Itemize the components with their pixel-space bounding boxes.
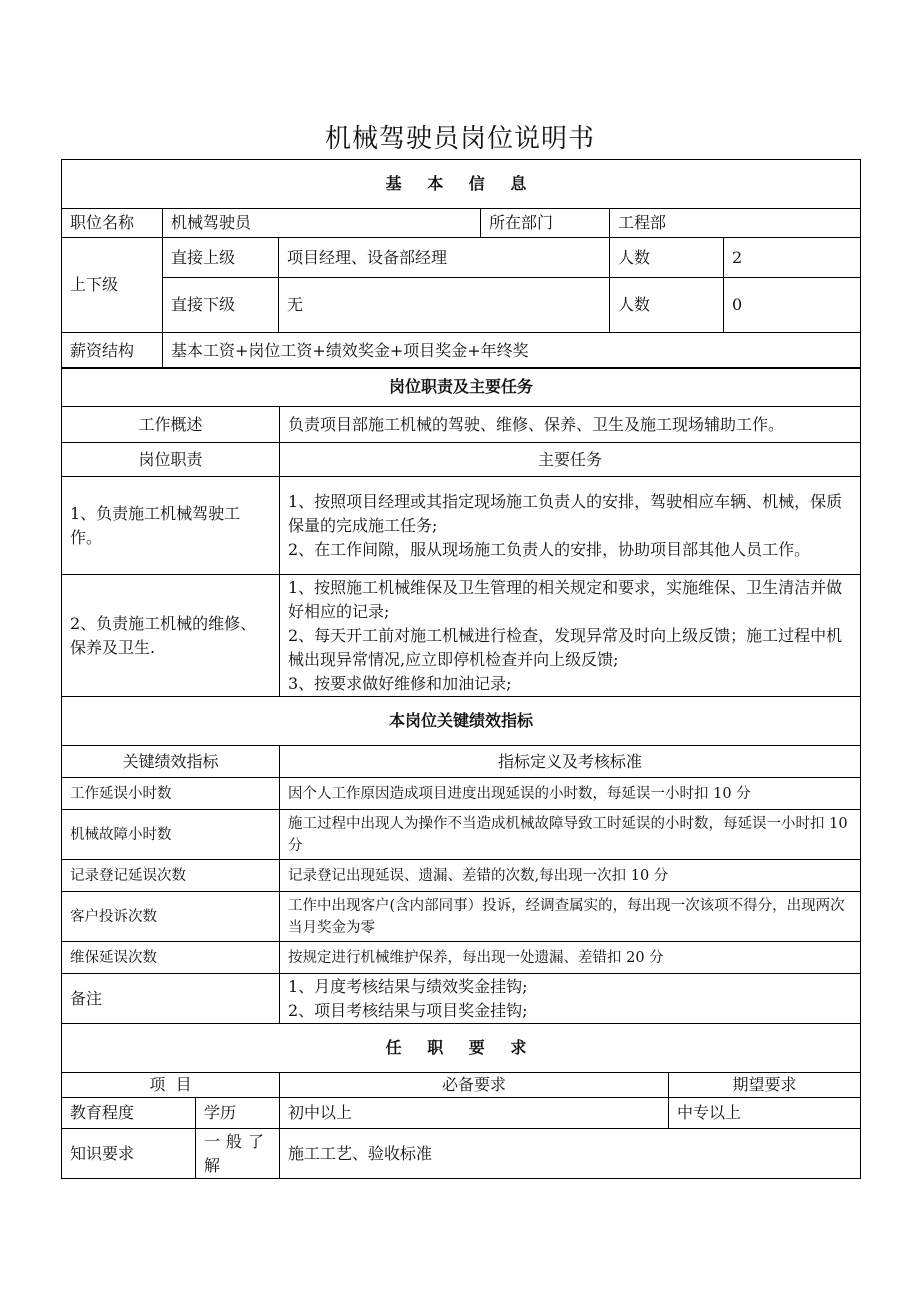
section-heading-requirements: 任 职 要 求 bbox=[62, 1024, 861, 1073]
section-heading-kpi: 本岗位关键绩效指标 bbox=[62, 697, 861, 746]
task-item: 2、在工作间隙，服从现场施工负责人的安排，协助项目部其他人员工作。 bbox=[288, 539, 811, 559]
position-value: 机械驾驶员 bbox=[163, 209, 481, 238]
overview-label: 工作概述 bbox=[62, 407, 280, 443]
task-item: 1、按照施工机械维保及卫生管理的相关规定和要求，实施维保、卫生清洁并做好相应的记录; bbox=[288, 577, 843, 621]
duty-item: 1、负责施工机械驾驶工作。 bbox=[62, 477, 280, 575]
kpi-definition: 按规定进行机械维护保养，每出现一处遗漏、差错扣 20 分 bbox=[280, 942, 861, 974]
overview-value: 负责项目部施工机械的驾驶、维修、保养、卫生及施工现场辅助工作。 bbox=[280, 407, 861, 443]
remark-item: 1、月度考核结果与绩效奖金挂钩; bbox=[288, 976, 528, 996]
subordinate-count-label: 人数 bbox=[610, 278, 724, 333]
education-expected: 中专以上 bbox=[669, 1098, 861, 1129]
kpi-name: 机械故障小时数 bbox=[62, 810, 280, 860]
expected-column-header: 期望要求 bbox=[669, 1073, 861, 1098]
kpi-name: 维保延误次数 bbox=[62, 942, 280, 974]
education-required: 初中以上 bbox=[280, 1098, 669, 1129]
kpi-definition: 因个人工作原因造成项目进度出现延误的小时数，每延误一小时扣 10 分 bbox=[280, 778, 861, 810]
remark-item: 2、项目考核结果与项目奖金挂钩; bbox=[288, 1000, 528, 1020]
kpi-definition: 工作中出现客户(含内部同事）投诉，经调查属实的，每出现一次该项不得分，出现两次当月奖金为零 bbox=[280, 892, 861, 942]
position-label: 职位名称 bbox=[62, 209, 163, 238]
required-column-header: 必备要求 bbox=[280, 1073, 669, 1098]
requirements-table bbox=[61, 1023, 861, 1179]
superior-label: 直接上级 bbox=[163, 238, 279, 278]
kpi-table bbox=[61, 696, 861, 1024]
remark-list bbox=[280, 974, 861, 1024]
subordinate-value: 无 bbox=[279, 278, 610, 333]
task-column-header: 主要任务 bbox=[280, 443, 861, 477]
subordinate-label: 直接下级 bbox=[163, 278, 279, 333]
superior-count-label: 人数 bbox=[610, 238, 724, 278]
knowledge-label: 知识要求 bbox=[62, 1129, 196, 1179]
task-item: 2、每天开工前对施工机械进行检查，发现异常及时向上级反馈；施工过程中机械出现异常情况,应立即停机检查并向上级反馈; bbox=[288, 625, 843, 669]
duty-item: 2、负责施工机械的维修、保养及卫生. bbox=[62, 575, 280, 697]
kpi-definition-header: 指标定义及考核标准 bbox=[280, 746, 861, 778]
superior-value: 项目经理、设备部经理 bbox=[279, 238, 610, 278]
knowledge-sub-label: 一般了解 bbox=[196, 1129, 280, 1179]
duties-table bbox=[61, 367, 861, 697]
kpi-definition: 施工过程中出现人为操作不当造成机械故障导致工时延误的小时数，每延误一小时扣 10 分 bbox=[280, 810, 861, 860]
task-item: 3、按要求做好维修和加油记录; bbox=[288, 673, 512, 693]
document-title: 机械驾驶员岗位说明书 bbox=[324, 124, 595, 154]
task-list bbox=[280, 477, 861, 575]
salary-value: 基本工资+岗位工资+绩效奖金+项目奖金+年终奖 bbox=[163, 333, 861, 369]
kpi-name: 工作延误小时数 bbox=[62, 778, 280, 810]
salary-label: 薪资结构 bbox=[62, 333, 163, 369]
education-label: 教育程度 bbox=[62, 1098, 196, 1129]
basic-info-table bbox=[61, 159, 861, 369]
knowledge-required: 施工工艺、验收标准 bbox=[280, 1129, 861, 1179]
kpi-name: 客户投诉次数 bbox=[62, 892, 280, 942]
education-sub-label: 学历 bbox=[196, 1098, 280, 1129]
section-heading-basic-info: 基 本 信 息 bbox=[62, 160, 861, 209]
task-list bbox=[280, 575, 861, 697]
duty-column-header: 岗位职责 bbox=[62, 443, 280, 477]
department-label: 所在部门 bbox=[481, 209, 610, 238]
task-item: 1、按照项目经理或其指定现场施工负责人的安排，驾驶相应车辆、机械，保质保量的完成施工任务; bbox=[288, 491, 843, 535]
remark-label: 备注 bbox=[62, 974, 280, 1024]
department-value: 工程部 bbox=[610, 209, 861, 238]
kpi-name: 记录登记延误次数 bbox=[62, 860, 280, 892]
superior-count: 2 bbox=[724, 238, 861, 278]
kpi-definition: 记录登记出现延误、遗漏、差错的次数,每出现一次扣 10 分 bbox=[280, 860, 861, 892]
kpi-column-header: 关键绩效指标 bbox=[62, 746, 280, 778]
section-heading-duties: 岗位职责及主要任务 bbox=[62, 368, 861, 407]
item-column-header: 项 目 bbox=[62, 1073, 280, 1098]
hierarchy-label: 上下级 bbox=[62, 238, 163, 333]
subordinate-count: 0 bbox=[724, 278, 861, 333]
